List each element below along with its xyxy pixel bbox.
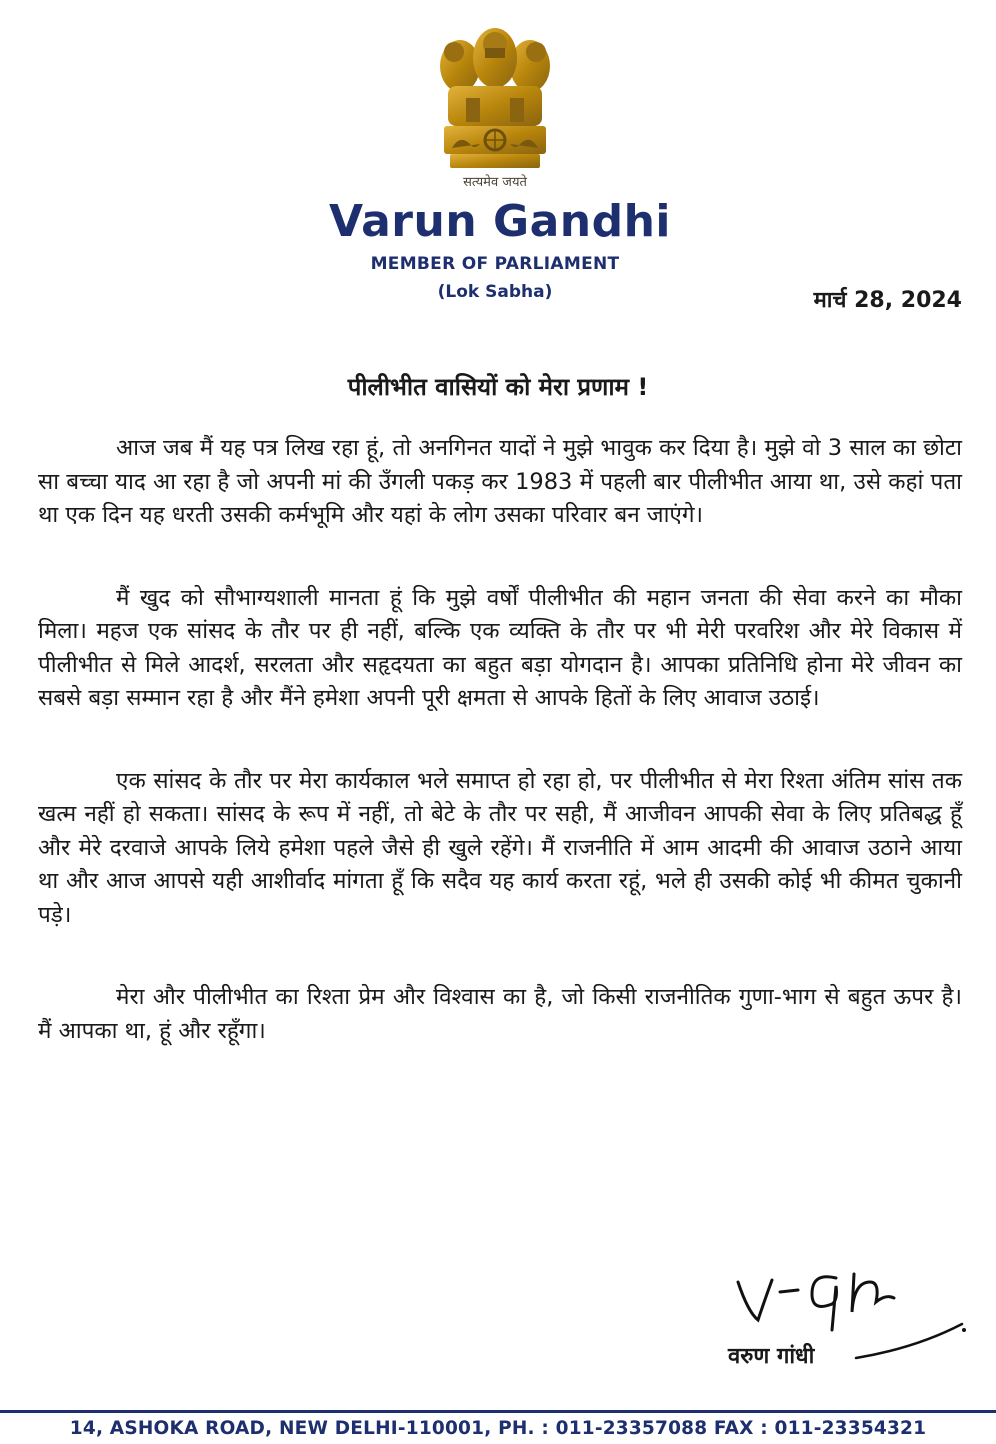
- footer-divider: [0, 1410, 996, 1413]
- emblem-motto: सत्यमेव जयते: [463, 175, 527, 190]
- state-emblem-icon: [430, 18, 560, 198]
- body-paragraph: एक सांसद के तौर पर मेरा कार्यकाल भले समाप्त हो रहा हो, पर पीलीभीत से मेरा रिश्ता अंतिम सांस तक खत्म नहीं हो सकता। सांसद के रूप में नहीं, तो बेटे के तौर पर सही, मैं आजीवन आपकी सेवा के लिए प्रतिबद्ध हूँ और मेरे दरवाजे आपके लिये हमेशा पहले जैसे ही खुले रहेंगे। मैं राजनीति में आम आदमी की आवाज उठाने आया था और आज आपसे यही आशीर्वाद मांगता हूँ कि सदैव यह कार्य करता रहूं, भले ही उसकी कोई भी कीमत चुकानी पड़े।: [38, 767, 962, 928]
- letter-salutation: पीलीभीत वासियों को मेरा प्रणाम !: [347, 373, 649, 401]
- letterhead-designation: MEMBER OF PARLIAMENT: [370, 254, 620, 274]
- body-paragraph: मेरा और पीलीभीत का रिश्ता प्रेम और विश्वास का है, जो किसी राजनीतिक गुणा-भाग से बहुत ऊपर है। मैं आपका था, हूं और रहूँगा।: [38, 984, 962, 1044]
- body-paragraph: आज जब मैं यह पत्र लिख रहा हूं, तो अनगिनत यादों ने मुझे भावुक कर दिया है। मुझे वो 3 साल का छोटा सा बच्चा याद आ रहा है जो अपनी मां की उँगली पकड़ कर 1983 में पहली बार पीलीभीत आया था, उसे कहां पता था एक दिन यह धरती उसकी कर्मभूमि और यहां के लोग उसका परिवार बन जाएंगे।: [38, 435, 962, 528]
- letter-body: [38, 432, 962, 1048]
- body-paragraph: मैं खुद को सौभाग्यशाली मानता हूं कि मुझे वर्षों पीलीभीत की महान जनता की सेवा करने का मौका मिला। महज एक सांसद के तौर पर ही नहीं, बल्कि एक व्यक्ति के तौर पर भी मेरी परवरिश और मेरे विकास में पीलीभीत से मिले आदर्श, सरलता और सहृदयता का बहुत बड़ा योगदान है। आपका प्रतिनिधि होना मेरे जीवन का सबसे बड़ा सम्मान रहा है और मैंने हमेशा अपनी पूरी क्षमता से आपके हितों के लिए आवाज उठाई।: [38, 584, 962, 711]
- signer-name: वरुण गांधी: [728, 1344, 815, 1369]
- letterhead-house: (Lok Sabha): [437, 282, 553, 302]
- letterhead: [0, 0, 996, 320]
- footer-address: 14, ASHOKA ROAD, NEW DELHI-110001, PH. : 011-23357088 FAX : 011-23354321: [69, 1418, 927, 1439]
- letterhead-name: Varun Gandhi: [328, 196, 672, 247]
- letter-date: मार्च 28, 2024: [813, 288, 962, 313]
